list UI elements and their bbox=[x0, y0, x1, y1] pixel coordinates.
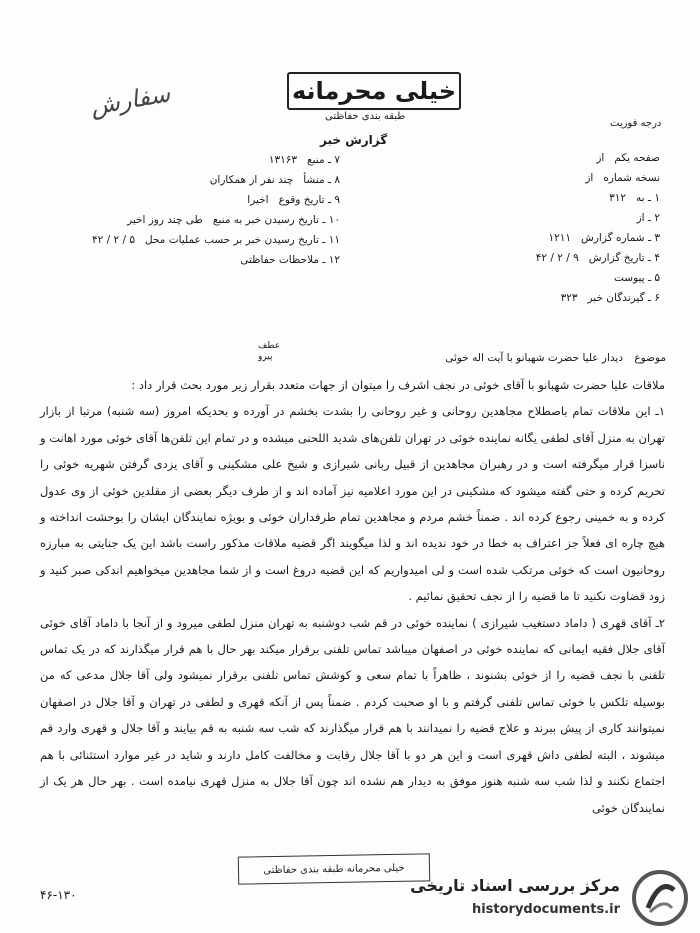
report-fields-right bbox=[380, 148, 660, 308]
body-paragraph: ۱ـ این ملاقات تمام باصطلاح مجاهدین روحانی و غیر روحانی را بشدت بخشم در آورده و بحدیکه امروز (سه شنبه) مرتبا از بازار تهران به منزل آقای لطفی یگانه نماینده خوئی در تهران تلفن‌های شدید اللحنی میشده و در تمام این تلفن‌ها آقای خوئی مورد اهانت و ناسزا قرار میگرفته است و در رهبران مجاهدین از قبیل ربانی شیرازی و شیخ علی مشکینی و آقای یزدی گرفتن شهریه خوئی را تحریم کرده و حتی گفته میشود که مشکینی در این مورد اعلامیه نیز آماده اند و از طرف دیگر بعضی از مقلدین خوئی از وی عدول کرده و به خمینی رجوع کرده اند . ضمناً خشم مردم و مجاهدین تمام طرفداران خوئی و بویژه نمایندگان ایشان را بوحشت انداخته و هیچ چاره ای فعلاً جز اعتراف به خطا در خود ندیده اند و لذا میگویند اگر قضیه ملاقات مذکور راست باشد این یک جنایتی به مبارزه روحانیون است که خوئی مرتکب شده است و لی امیدواریم که این قضیه دروغ است و از شما مجاهدین میخواهیم اندکی صبر کنید و زود قضاوت نکنید تا ما قضیه را از نجف تحقیق نمائیم . bbox=[40, 404, 665, 604]
report-type: گزارش خبر bbox=[320, 133, 388, 147]
field-row: نسخه شمارهاز bbox=[585, 172, 660, 184]
field-row: ۱۲ ـ ملاحظات حفاظتی bbox=[240, 254, 340, 266]
classification-stamp: خیلی محرمانه bbox=[287, 72, 461, 110]
followup-tag: پیرو bbox=[258, 352, 273, 362]
subject-line bbox=[46, 352, 666, 364]
archive-logo-icon bbox=[630, 868, 690, 928]
field-row: صفحه یکماز bbox=[596, 152, 660, 164]
classification-label: طبقه بندی حفاظتی bbox=[325, 111, 406, 122]
archive-watermark bbox=[410, 868, 690, 928]
body-paragraph: ملاقات علیا حضرت شهبانو با آقای خوئی در نجف اشرف را میتوان از جهات متعدد بقرار زیر مورد بحث قرار داد : bbox=[131, 378, 665, 392]
field-row: ۲ ـ از bbox=[636, 212, 660, 224]
field-row: ۱۱ ـ تاریخ رسیدن خبر بر حسب عملیات محل۵ / ۲ / ۴۲ bbox=[92, 234, 340, 246]
field-row: ۳ ـ شماره گزارش۱۲۱۱ bbox=[548, 232, 660, 244]
field-row: ۴ ـ تاریخ گزارش۹ / ۲ / ۴۲ bbox=[535, 252, 660, 264]
body-paragraph: ۲ـ آقای قهری ( داماد دستغیب شیرازی ) نماینده خوئی در قم شب دوشنبه به تهران منزل لطفی میرود و از آنجا با داماد آقای خوئی آقای جلال فقیه ایمانی که نماینده خوئی در اصفهان میباشد تماس تلفنی برقرار میکند بهر حال با هم قرار میگذارند که در یک تماس تلفنی با نجف قضیه را از خوئی بشنوند ، ظاهراً با تمام سعی و کوشش تماس تلفنی برقرار نمیشود ولی آقا جلال مدعی که من بوسیله تلکس با خوئی تماس تلفنی گرفتم و با او صحبت کردم . ضمناً پس از آنکه قهری و لطفی در تهران و آقا جلال در اصفهان نمیتوانند کاری از پیش ببرند و علاج قضیه را نمیدانند با هم قرار میگذارند که شب سه شنبه به قم بیایند و آقا جلال و قهری وارد قم میشوند ، البته لطفی داش قهری است و این هر دو با آقا جلال رقابت و مخالفت کامل دارند و شاید در غیر موارد استثنائی با هم اجتماع نکنند و لذا شب سه شنبه هنوز موفق به دیدار هم نشده اند چون آقا جلال به منزل قهری نیامده است . بهر حال هر یک از نمایندگان خوئی bbox=[40, 615, 665, 815]
field-row: ۱۰ ـ تاریخ رسیدن خبر به منبعطی چند روز اخیر bbox=[127, 214, 340, 226]
field-row: ۹ ـ تاریخ وقوعاخیرا bbox=[247, 194, 340, 206]
field-row: ۸ ـ منشأچند نفر از همکاران bbox=[209, 174, 340, 186]
field-row: ۱ ـ به۳۱۲ bbox=[609, 192, 660, 204]
document-code: ۴۶-۱۳۰ bbox=[40, 888, 77, 902]
reference-tag: عطف bbox=[258, 341, 281, 351]
bottom-classification-stamp: خیلی محرمانه طبقه بندی حفاظتی bbox=[238, 853, 430, 884]
handwritten-note: سفارش bbox=[88, 79, 173, 121]
report-body bbox=[40, 372, 665, 821]
subject-text: دیدار علیا حضرت شهبانو با آیت اله خوئی bbox=[445, 352, 623, 364]
report-fields-left bbox=[30, 150, 340, 270]
field-row: ۶ ـ گیرندگان خبر۳۲۳ bbox=[560, 292, 660, 304]
field-row: ۵ ـ پیوست bbox=[613, 272, 660, 284]
urgency-label: درجه فوریت bbox=[610, 118, 662, 129]
subject-label: موضوع bbox=[634, 352, 666, 364]
watermark-title: مرکز بررسی اسناد تاریخی bbox=[410, 876, 620, 895]
watermark-url: historydocuments.ir bbox=[471, 902, 620, 917]
field-row: ۷ ـ منبع۱۳۱۶۳ bbox=[268, 154, 340, 166]
